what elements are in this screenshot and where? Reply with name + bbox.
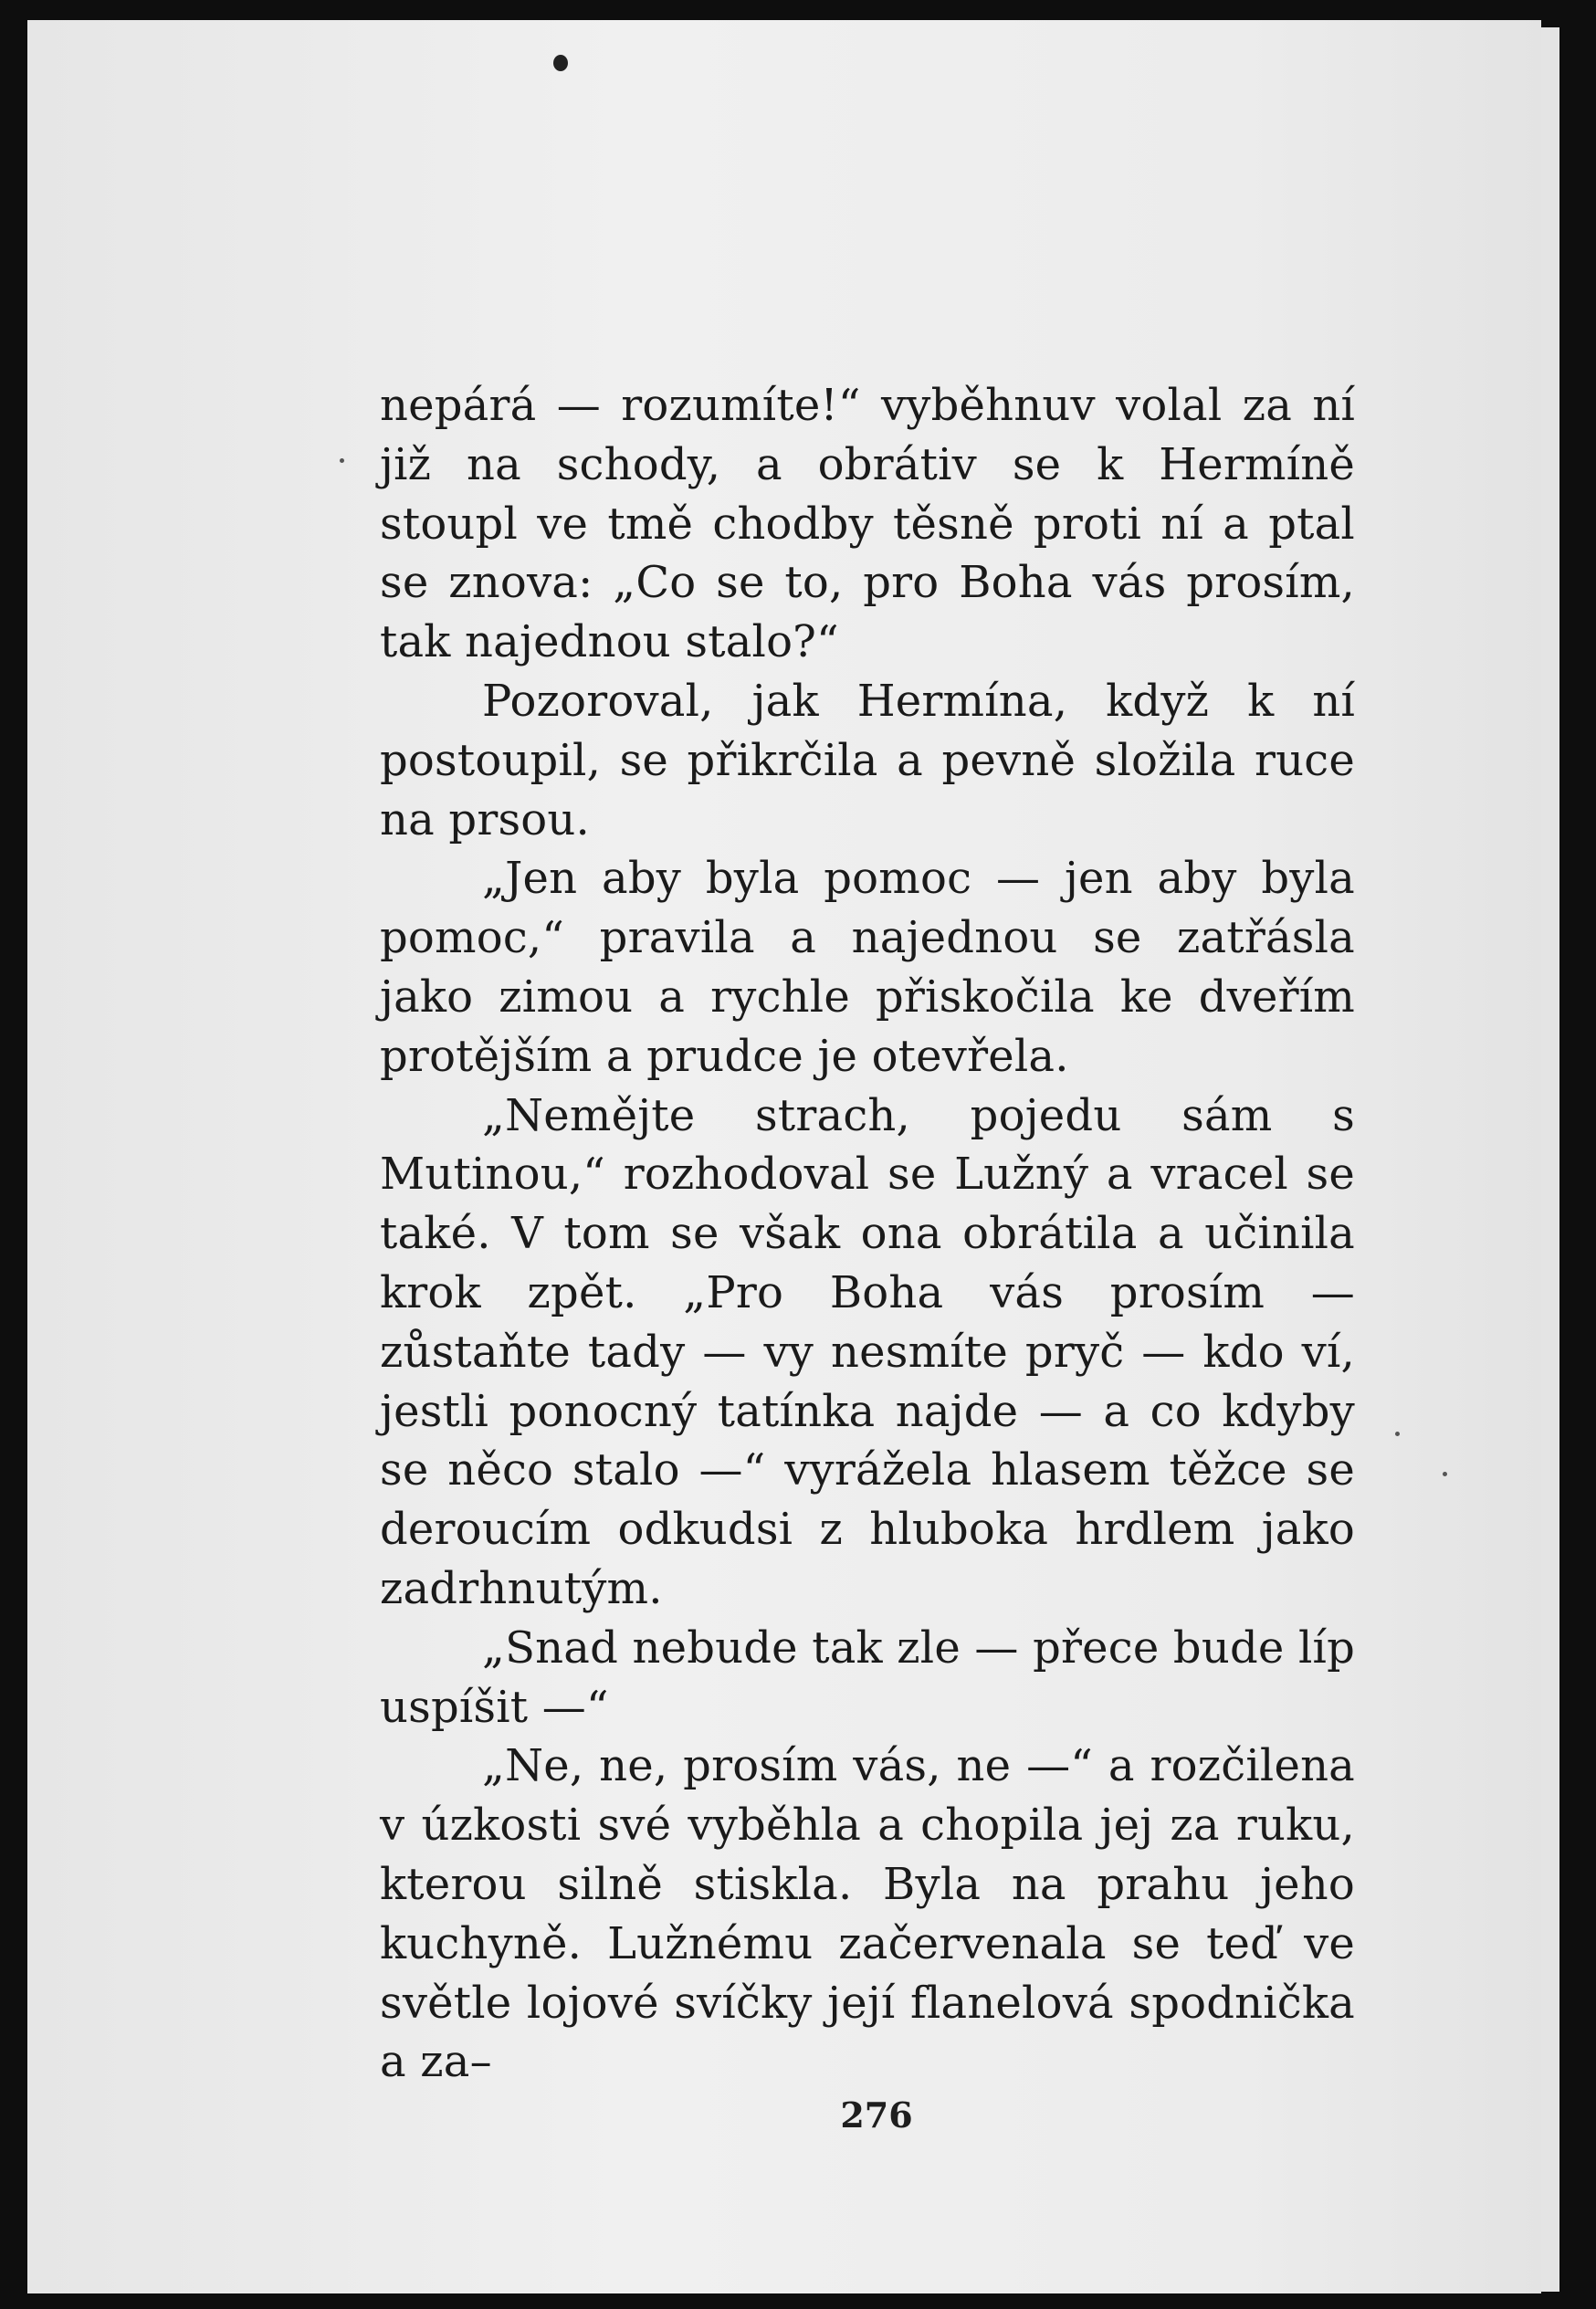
paragraph: „Snad nebude tak zle — přece bude líp uspíšit —“ [380,1622,1355,1733]
paragraph: Pozoroval, jak Hermína, když k ní postoupil, se přikrčila a pevně složila ruce na prsou. [380,675,1355,845]
body-text [380,376,1355,2092]
page-number: 276 [840,2094,913,2136]
paragraph: „Ne, ne, prosím vás, ne —“ a rozčilena v úzkosti své vyběhla a chopila jej za ruku, kterou silně stiskla. Byla na prahu jeho kuchyně. Lužnému začervenala se teď ve světle lojové svíčky její flanelová spodnička a za– [380,1740,1355,2088]
paragraph: „Nemějte strach, pojedu sám s Mutinou,“ rozhodoval se Lužný a vracel se také. V tom se však ona obrátila a učinila krok zpět. „Pro Boha vás prosím — zůstaňte tady — vy nesmíte pryč — kdo ví, jestli ponocný tatínka najde — a co kdyby se něco stalo —“ vyrážela hlasem těžce se deroucím odkudsi z hluboka hrdlem jako zadrhnutým. [380,1089,1355,1614]
ink-speck [340,458,344,463]
paragraph: „Jen aby byla pomoc — jen aby byla pomoc,“ pravila a najednou se zatřásla jako zimou a rychle přiskočila ke dveřím protějším a prudce je otevřela. [380,853,1355,1082]
ink-spot [553,55,568,71]
ink-speck [1443,1472,1447,1476]
adjacent-page-edge [1541,27,1559,2292]
paragraph: nepárá — rozumíte!“ vyběhnuv volal za ní již na schody, a obrátiv se k Hermíně stoupl ve tmě chodby těsně proti ní a ptal se znova: „Co se to, pro Boha vás prosím, tak najednou stalo?“ [380,380,1355,668]
ink-speck [1395,1432,1400,1436]
